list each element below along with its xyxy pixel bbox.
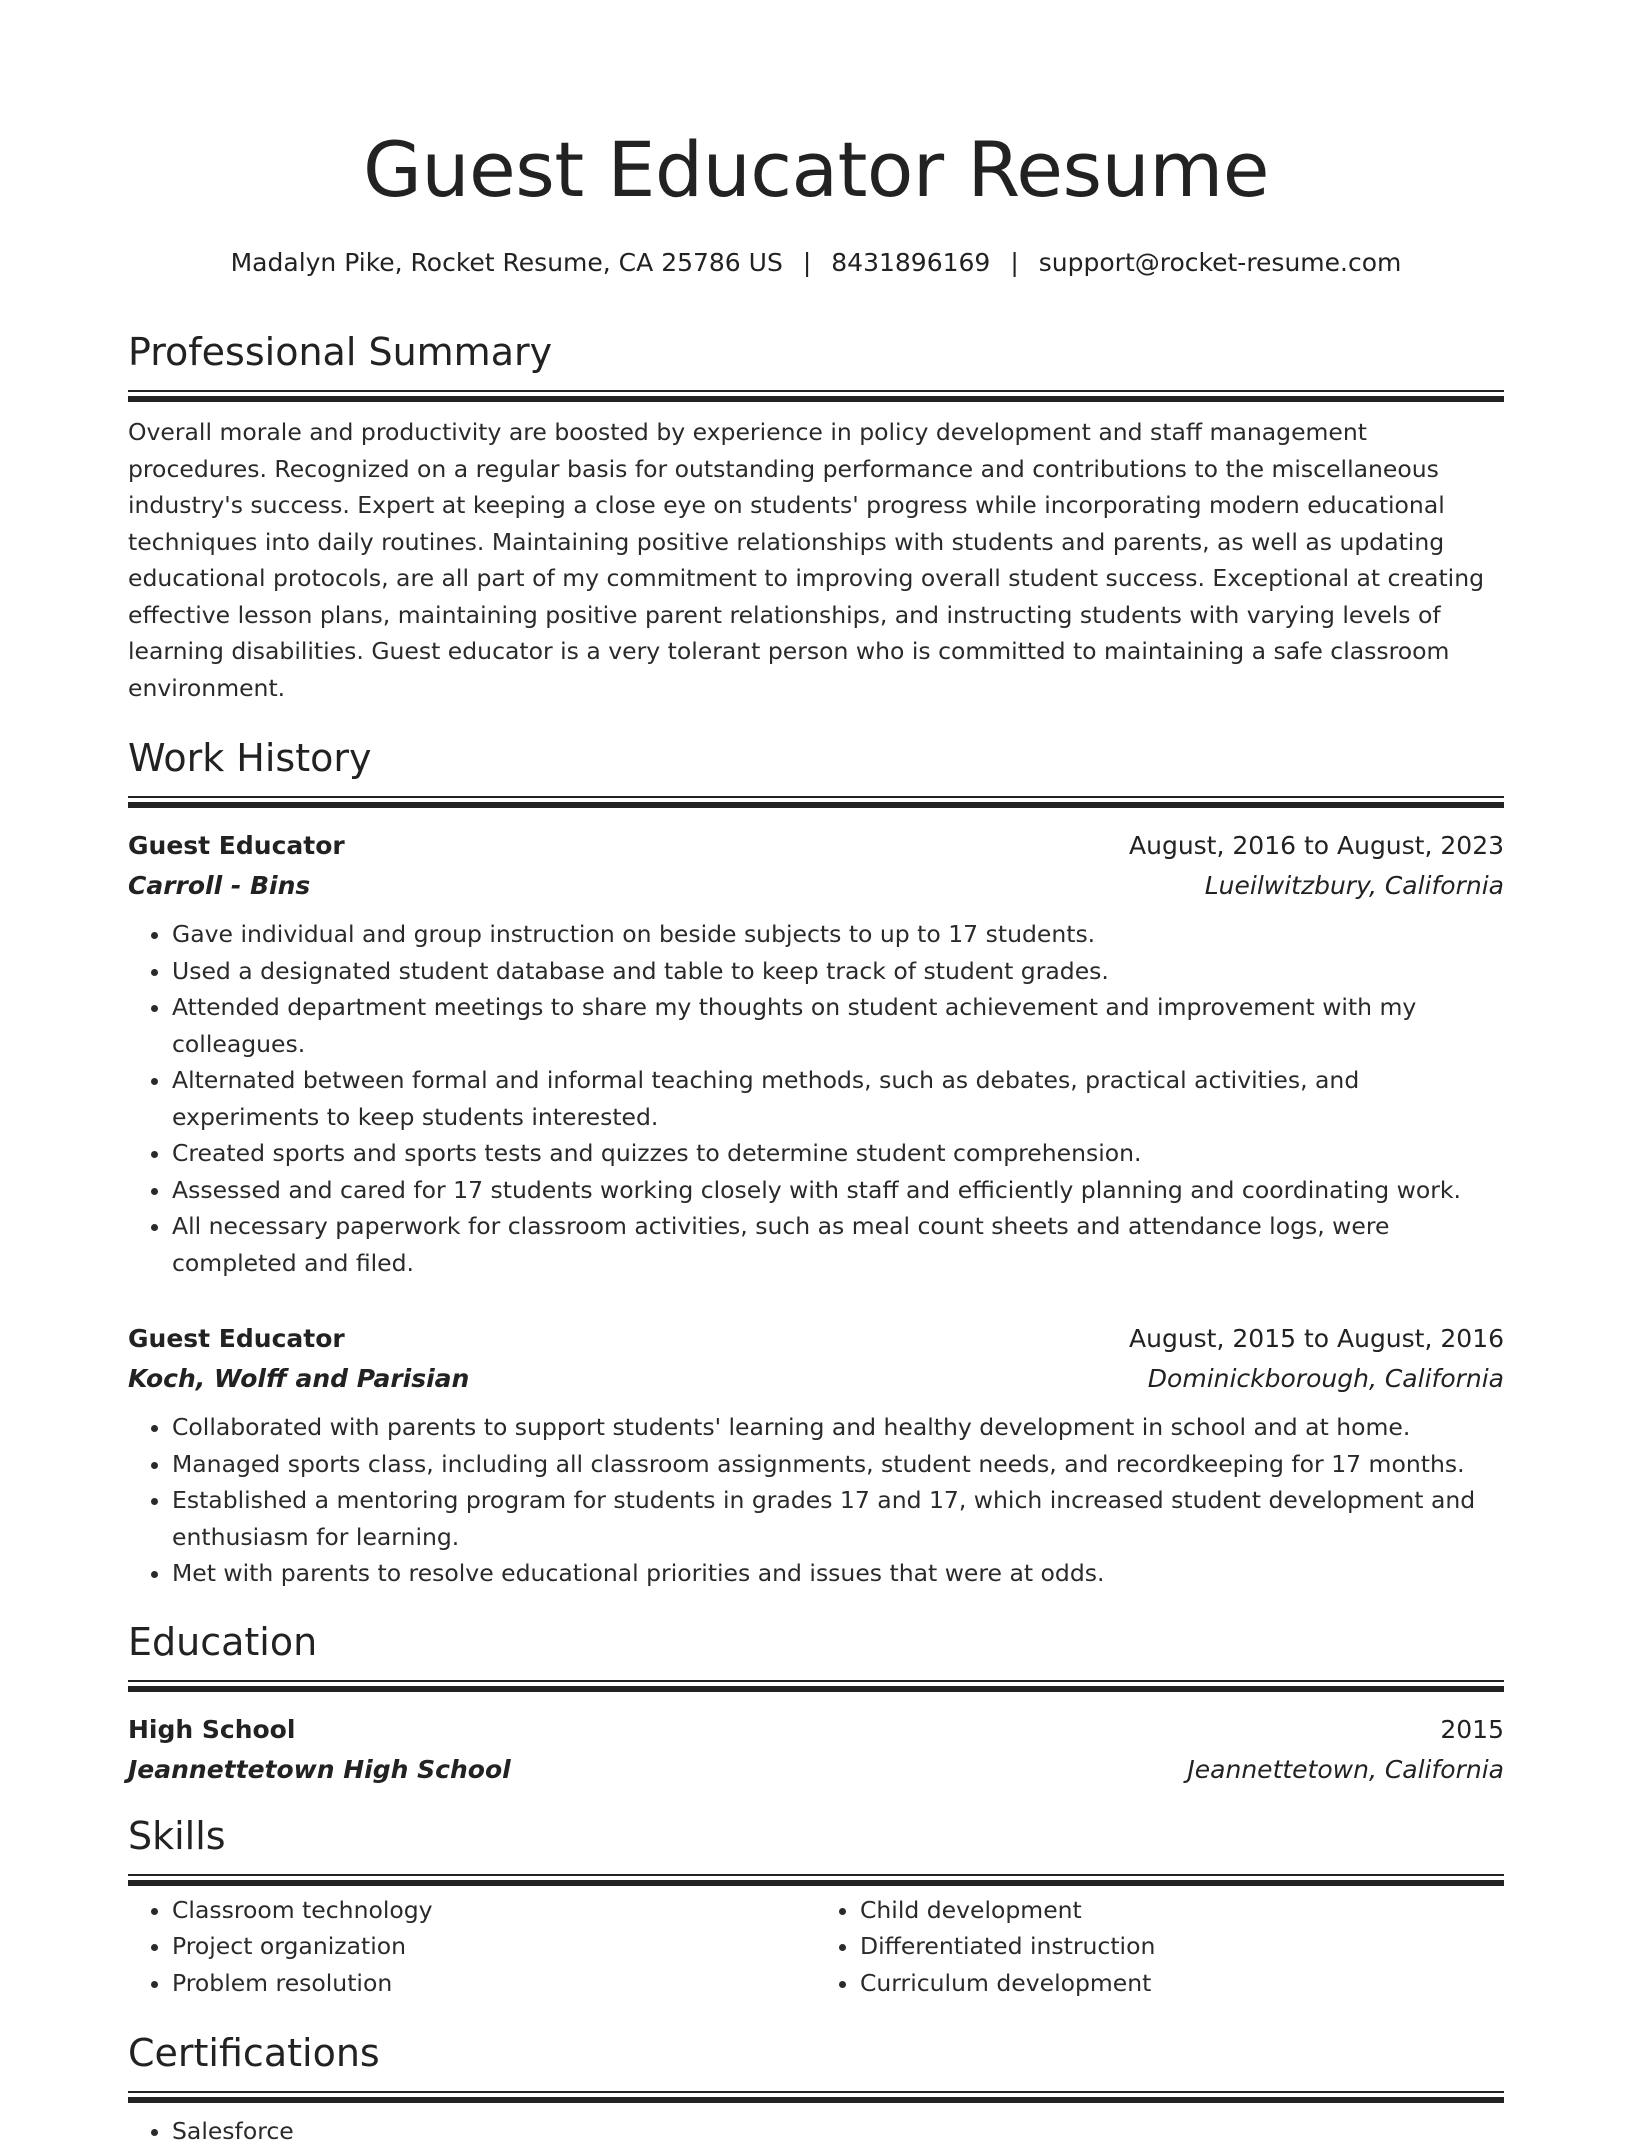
- job-dates: August, 2016 to August, 2023: [1129, 831, 1504, 860]
- section-heading-summary: Professional Summary: [128, 330, 553, 374]
- section-divider: [128, 2091, 1504, 2103]
- education-year: 2015: [1440, 1714, 1504, 1744]
- contact-separator: |: [1010, 248, 1019, 277]
- job-bullet-list: [128, 916, 1504, 1281]
- skill-item: • Curriculum development: [860, 1965, 1504, 2002]
- job-entry: [128, 1319, 1504, 1592]
- education-school: Jeannettetown High School: [128, 1754, 511, 1784]
- job-bullet: • Alternated between formal and informal teaching methods, such as debates, practical activities, and experiments to keep students interested.: [172, 1062, 1504, 1135]
- job-header-row: [128, 826, 1504, 866]
- job-bullet: • Gave individual and group instruction on beside subjects to up to 17 students.: [172, 916, 1504, 953]
- section-divider: [128, 1680, 1504, 1692]
- section-heading-education: Education: [128, 1619, 318, 1664]
- job-bullet: • Created sports and sports tests and quizzes to determine student comprehension.: [172, 1135, 1504, 1172]
- certifications-section: [128, 2029, 1504, 2150]
- job-bullet: • Attended department meetings to share my thoughts on student achievement and improvement with my colleagues.: [172, 989, 1504, 1062]
- skill-item: • Project organization: [172, 1928, 816, 1965]
- education-header-row: [128, 1710, 1504, 1750]
- job-location: Lueilwitzbury, California: [1204, 871, 1504, 900]
- section-heading-certifications: Certifications: [128, 2031, 380, 2075]
- job-company: Koch, Wolff and Parisian: [128, 1364, 470, 1393]
- contact-email: support@rocket-resume.com: [1038, 248, 1402, 277]
- job-subheader-row: [128, 866, 1504, 906]
- skill-item: • Classroom technology: [172, 1892, 816, 1929]
- skill-item: • Problem resolution: [172, 1965, 816, 2002]
- job-bullet: • Established a mentoring program for students in grades 17 and 17, which increased student development and enthusiasm for learning.: [172, 1482, 1504, 1555]
- education-location: Jeannettetown, California: [1187, 1754, 1504, 1784]
- section-divider: [128, 390, 1504, 402]
- section-heading-work: Work History: [128, 736, 372, 780]
- contact-line: [128, 246, 1504, 280]
- job-title: Guest Educator: [128, 1324, 345, 1353]
- job-bullet: • Met with parents to resolve educational priorities and issues that were at odds.: [172, 1555, 1504, 1592]
- section-heading-skills: Skills: [128, 1813, 226, 1858]
- job-bullet: • Used a designated student database and table to keep track of student grades.: [172, 953, 1504, 990]
- job-entry: [128, 826, 1504, 1281]
- job-subheader-row: [128, 1359, 1504, 1399]
- job-bullet: • All necessary paperwork for classroom activities, such as meal count sheets and attendance logs, were completed and filed.: [172, 1208, 1504, 1281]
- resume-title: Guest Educator Resume: [362, 125, 1270, 214]
- certification-item: • Salesforce: [172, 2113, 1504, 2150]
- contact-phone: 8431896169: [831, 248, 991, 277]
- skills-list-left: [128, 1892, 816, 2002]
- education-entry: [128, 1710, 1504, 1790]
- work-history-section: [128, 734, 1504, 1592]
- skill-item: • Differentiated instruction: [860, 1928, 1504, 1965]
- education-section: [128, 1618, 1504, 1790]
- education-subheader-row: [128, 1750, 1504, 1790]
- job-bullet: • Assessed and cared for 17 students working closely with staff and efficiently planning and coordinating work.: [172, 1172, 1504, 1209]
- skills-section: [128, 1812, 1504, 2002]
- job-bullet-list: [128, 1409, 1504, 1592]
- education-degree: High School: [128, 1714, 296, 1744]
- skills-grid: [128, 1886, 1504, 2002]
- contact-separator: |: [802, 248, 812, 277]
- job-bullet: • Managed sports class, including all classroom assignments, student needs, and recordkeeping for 17 months.: [172, 1446, 1504, 1483]
- job-title: Guest Educator: [128, 831, 345, 860]
- job-dates: August, 2015 to August, 2016: [1129, 1324, 1504, 1353]
- job-company: Carroll - Bins: [128, 871, 311, 900]
- professional-summary-section: [128, 328, 1504, 706]
- summary-text: Overall morale and productivity are boosted by experience in policy development and staff management procedures. Recognized on a regular basis for outstanding performance and contributions to the miscellaneous industry's success. Expert at keeping a close eye on students' progress while incorporating modern educational techniques into daily routines. Maintaining positive relationships with students and parents, as well as updating educational protocols, are all part of my commitment to improving overall student success. Exceptional at creating effective lesson plans, maintaining positive parent relationships, and instructing students with varying levels of learning disabilities. Guest educator is a very tolerant person who is committed to maintaining a safe classroom environment.: [128, 418, 1485, 702]
- certifications-list: [128, 2113, 1504, 2150]
- job-header-row: [128, 1319, 1504, 1359]
- contact-address: Madalyn Pike, Rocket Resume, CA 25786 US: [230, 248, 783, 277]
- job-location: Dominickborough, California: [1147, 1364, 1504, 1393]
- job-bullet: • Collaborated with parents to support students' learning and healthy development in school and at home.: [172, 1409, 1504, 1446]
- section-divider: [128, 796, 1504, 808]
- skill-item: • Child development: [860, 1892, 1504, 1929]
- skills-list-right: [816, 1892, 1504, 2002]
- section-divider: [128, 1874, 1504, 1886]
